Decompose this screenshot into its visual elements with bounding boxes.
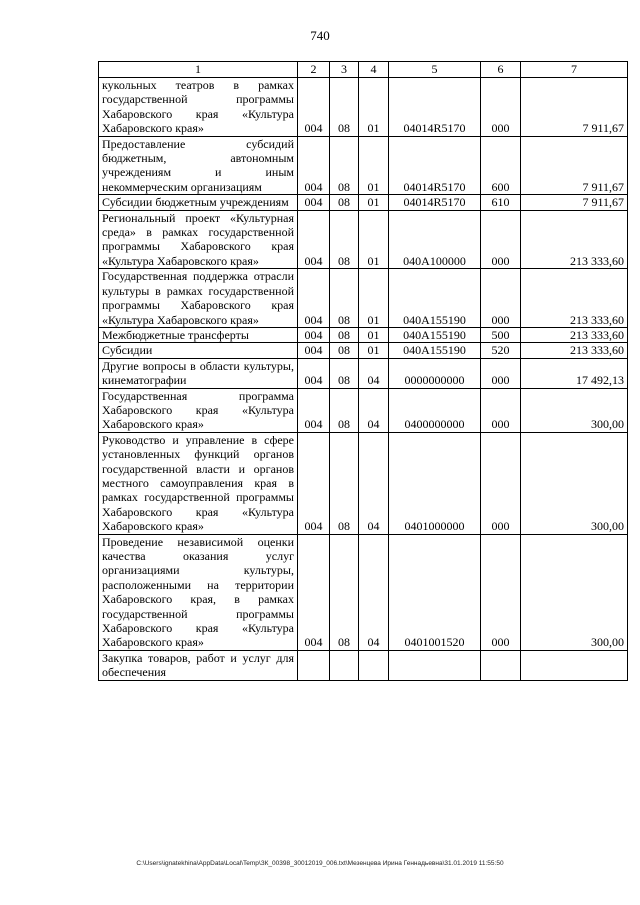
ministry-code-cell: 004 <box>298 358 330 388</box>
row-name-cell: Субсидии <box>99 343 298 358</box>
table-row <box>99 195 628 210</box>
table-row <box>99 388 628 432</box>
amount-cell: 7 911,67 <box>521 195 628 210</box>
row-name-cell: Субсидии бюджетным учреждениям <box>99 195 298 210</box>
section-code-cell: 08 <box>330 343 359 358</box>
section-code-cell: 08 <box>330 269 359 328</box>
footer-file-path: C:\Users\ignatekhina\AppData\Local\Temp\ЗК_00398_30012019_006.txt\Мезенцева Ирина Геннадьевна\31.01.2019 11:55:50 <box>136 860 504 867</box>
table-row <box>99 358 628 388</box>
ministry-code-cell: 004 <box>298 269 330 328</box>
table-row <box>99 78 628 137</box>
row-name-cell: Проведение независимой оценки качества оказания услуг организациями культуры, расположенными на территории Хабаровского края, в рамках государственной программы Хабаровского края «Культура Хабаровского края» <box>99 534 298 650</box>
ministry-code-cell: 004 <box>298 210 330 269</box>
table-row <box>99 327 628 342</box>
section-code-cell: 08 <box>330 210 359 269</box>
ministry-code-cell: 004 <box>298 136 330 195</box>
subsection-code-cell: 04 <box>359 358 389 388</box>
table-row <box>99 343 628 358</box>
table-row <box>99 432 628 534</box>
ministry-code-cell: 004 <box>298 78 330 137</box>
table-header-row <box>99 62 628 78</box>
target-article-cell: 0401000000 <box>389 432 481 534</box>
subsection-code-cell: 04 <box>359 534 389 650</box>
amount-cell <box>521 650 628 680</box>
row-name-cell: кукольных театров в рамках государственной программы Хабаровского края «Культура Хабаровского края» <box>99 78 298 137</box>
expense-type-cell: 610 <box>481 195 521 210</box>
target-article-cell: 0400000000 <box>389 388 481 432</box>
subsection-code-cell: 04 <box>359 432 389 534</box>
page-number: 740 <box>310 28 330 43</box>
subsection-code-cell: 01 <box>359 195 389 210</box>
header-cell: 3 <box>330 62 359 78</box>
section-code-cell: 08 <box>330 534 359 650</box>
expense-type-cell: 000 <box>481 432 521 534</box>
section-code-cell: 08 <box>330 358 359 388</box>
table-row <box>99 269 628 328</box>
ministry-code-cell: 004 <box>298 195 330 210</box>
subsection-code-cell <box>359 650 389 680</box>
amount-cell: 300,00 <box>521 388 628 432</box>
section-code-cell: 08 <box>330 388 359 432</box>
section-code-cell: 08 <box>330 327 359 342</box>
expense-type-cell: 000 <box>481 358 521 388</box>
expense-type-cell: 000 <box>481 388 521 432</box>
amount-cell: 300,00 <box>521 534 628 650</box>
amount-cell: 213 333,60 <box>521 327 628 342</box>
table-row <box>99 650 628 680</box>
row-name-cell: Государственная программа Хабаровского края «Культура Хабаровского края» <box>99 388 298 432</box>
ministry-code-cell: 004 <box>298 327 330 342</box>
row-name-cell: Региональный проект «Культурная среда» в рамках государственной программы Хабаровского края «Культура Хабаровского края» <box>99 210 298 269</box>
header-cell: 4 <box>359 62 389 78</box>
ministry-code-cell: 004 <box>298 534 330 650</box>
target-article-cell: 040A155190 <box>389 343 481 358</box>
target-article-cell: 04014R5170 <box>389 78 481 137</box>
row-name-cell: Руководство и управление в сфере установленных функций органов государственной власти и органов местного самоуправления края в рамках государственной программы Хабаровского края «Культура Хабаровского края» <box>99 432 298 534</box>
ministry-code-cell: 004 <box>298 343 330 358</box>
expense-type-cell: 520 <box>481 343 521 358</box>
header-cell: 2 <box>298 62 330 78</box>
amount-cell: 213 333,60 <box>521 269 628 328</box>
expense-type-cell: 000 <box>481 269 521 328</box>
header-cell: 6 <box>481 62 521 78</box>
row-name-cell: Закупка товаров, работ и услуг для обеспечения <box>99 650 298 680</box>
expense-type-cell: 000 <box>481 534 521 650</box>
expense-type-cell: 600 <box>481 136 521 195</box>
amount-cell: 213 333,60 <box>521 343 628 358</box>
amount-cell: 7 911,67 <box>521 136 628 195</box>
row-name-cell: Другие вопросы в области культуры, кинематографии <box>99 358 298 388</box>
amount-cell: 17 492,13 <box>521 358 628 388</box>
header-cell: 1 <box>99 62 298 78</box>
row-name-cell: Государственная поддержка отрасли культуры в рамках государственной программы Хабаровского края «Культура Хабаровского края» <box>99 269 298 328</box>
target-article-cell: 04014R5170 <box>389 195 481 210</box>
target-article-cell: 0401001520 <box>389 534 481 650</box>
table-row <box>99 534 628 650</box>
amount-cell: 213 333,60 <box>521 210 628 269</box>
target-article-cell: 0000000000 <box>389 358 481 388</box>
expense-type-cell <box>481 650 521 680</box>
target-article-cell: 040A100000 <box>389 210 481 269</box>
ministry-code-cell: 004 <box>298 388 330 432</box>
section-code-cell: 08 <box>330 78 359 137</box>
section-code-cell: 08 <box>330 136 359 195</box>
subsection-code-cell: 01 <box>359 136 389 195</box>
subsection-code-cell: 01 <box>359 78 389 137</box>
table-row <box>99 210 628 269</box>
subsection-code-cell: 01 <box>359 343 389 358</box>
section-code-cell <box>330 650 359 680</box>
target-article-cell: 040A155190 <box>389 327 481 342</box>
expense-type-cell: 000 <box>481 210 521 269</box>
amount-cell: 7 911,67 <box>521 78 628 137</box>
header-cell: 5 <box>389 62 481 78</box>
amount-cell: 300,00 <box>521 432 628 534</box>
budget-table <box>98 61 628 681</box>
target-article-cell <box>389 650 481 680</box>
section-code-cell: 08 <box>330 432 359 534</box>
table-row <box>99 136 628 195</box>
subsection-code-cell: 01 <box>359 210 389 269</box>
ministry-code-cell: 004 <box>298 432 330 534</box>
expense-type-cell: 500 <box>481 327 521 342</box>
expense-type-cell: 000 <box>481 78 521 137</box>
subsection-code-cell: 01 <box>359 269 389 328</box>
target-article-cell: 04014R5170 <box>389 136 481 195</box>
section-code-cell: 08 <box>330 195 359 210</box>
ministry-code-cell <box>298 650 330 680</box>
subsection-code-cell: 01 <box>359 327 389 342</box>
target-article-cell: 040A155190 <box>389 269 481 328</box>
budget-table-body <box>99 62 628 681</box>
row-name-cell: Предоставление субсидий бюджетным, автономным учреждениям и иным некоммерческим организациям <box>99 136 298 195</box>
header-cell: 7 <box>521 62 628 78</box>
subsection-code-cell: 04 <box>359 388 389 432</box>
row-name-cell: Межбюджетные трансферты <box>99 327 298 342</box>
